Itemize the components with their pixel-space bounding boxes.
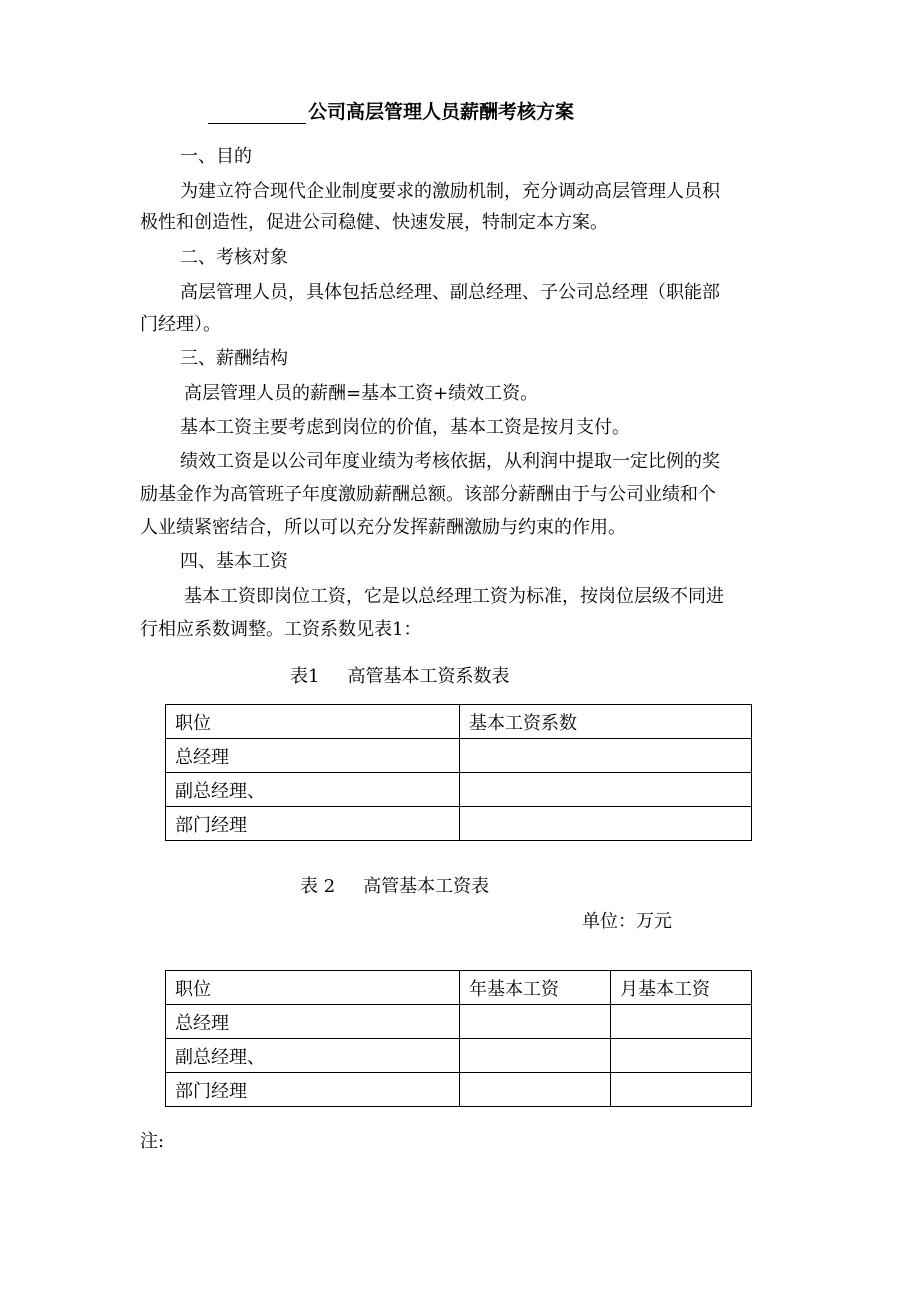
table-header-cell: 职位 bbox=[166, 971, 460, 1005]
paragraph-line: 励基金作为高管班子年度激励薪酬总额。该部分薪酬由于与公司业绩和个 bbox=[140, 484, 716, 505]
table-cell bbox=[460, 807, 752, 841]
title-text: 公司高层管理人员薪酬考核方案 bbox=[308, 101, 575, 123]
table-cell bbox=[611, 1039, 752, 1073]
table-cell: 副总经理、 bbox=[166, 773, 460, 807]
table-cell bbox=[460, 1039, 611, 1073]
table-cell: 总经理 bbox=[166, 1005, 460, 1039]
table-row bbox=[166, 807, 752, 841]
table-cell: 总经理 bbox=[166, 739, 460, 773]
note-label: 注: bbox=[140, 1131, 165, 1152]
table-cell: 副总经理、 bbox=[166, 1039, 460, 1073]
paragraph-line: 基本工资即岗位工资，它是以总经理工资为标准，按岗位层级不同进 bbox=[184, 586, 724, 607]
table-row bbox=[166, 1039, 752, 1073]
table-header-cell: 年基本工资 bbox=[460, 971, 611, 1005]
table-cell bbox=[611, 1005, 752, 1039]
table2 bbox=[165, 970, 752, 1107]
table-row bbox=[166, 1073, 752, 1107]
paragraph-line: 高层管理人员，具体包括总经理、副总经理、子公司总经理（职能部 bbox=[180, 282, 720, 303]
paragraph-line: 基本工资主要考虑到岗位的价值，基本工资是按月支付。 bbox=[180, 417, 630, 438]
section-heading-base-salary: 四、基本工资 bbox=[180, 551, 288, 572]
table2-unit: 单位：万元 bbox=[582, 911, 672, 932]
table-row bbox=[166, 971, 752, 1005]
table-header-cell: 职位 bbox=[166, 705, 460, 739]
table-cell bbox=[460, 773, 752, 807]
table-cell: 部门经理 bbox=[166, 807, 460, 841]
table1-caption-number: 表1 bbox=[290, 666, 320, 687]
document-title bbox=[208, 97, 574, 124]
table-row bbox=[166, 705, 752, 739]
paragraph-line: 人业绩紧密结合，所以可以充分发挥薪酬激励与约束的作用。 bbox=[140, 517, 626, 538]
table2-caption-number: 表 2 bbox=[300, 876, 336, 897]
table-row bbox=[166, 739, 752, 773]
table-cell: 部门经理 bbox=[166, 1073, 460, 1107]
table2-caption bbox=[300, 877, 489, 897]
table-row bbox=[166, 773, 752, 807]
table-header-cell: 基本工资系数 bbox=[460, 705, 752, 739]
table-row bbox=[166, 1005, 752, 1039]
section-heading-target: 二、考核对象 bbox=[180, 247, 288, 268]
table2-caption-title: 高管基本工资表 bbox=[363, 876, 490, 897]
section-heading-purpose: 一、目的 bbox=[180, 146, 252, 167]
paragraph-line: 行相应系数调整。工资系数见表1： bbox=[140, 619, 422, 640]
title-blank-line bbox=[208, 103, 306, 124]
table-header-cell: 月基本工资 bbox=[611, 971, 752, 1005]
paragraph-line: 绩效工资是以公司年度业绩为考核依据，从利润中提取一定比例的奖 bbox=[180, 451, 720, 472]
paragraph-line: 高层管理人员的薪酬=基本工资+绩效工资。 bbox=[184, 383, 539, 404]
paragraph-line: 门经理）。 bbox=[140, 314, 221, 335]
paragraph-line: 为建立符合现代企业制度要求的激励机制，充分调动高层管理人员积 bbox=[180, 181, 720, 202]
paragraph-line: 极性和创造性，促进公司稳健、快速发展，特制定本方案。 bbox=[140, 212, 608, 233]
table-cell bbox=[460, 1005, 611, 1039]
table-cell bbox=[460, 739, 752, 773]
table1-caption-title: 高管基本工资系数表 bbox=[347, 666, 510, 687]
table-cell bbox=[460, 1073, 611, 1107]
table-cell bbox=[611, 1073, 752, 1107]
table1-caption bbox=[290, 667, 509, 687]
table1 bbox=[165, 704, 752, 841]
section-heading-structure: 三、薪酬结构 bbox=[180, 348, 288, 369]
